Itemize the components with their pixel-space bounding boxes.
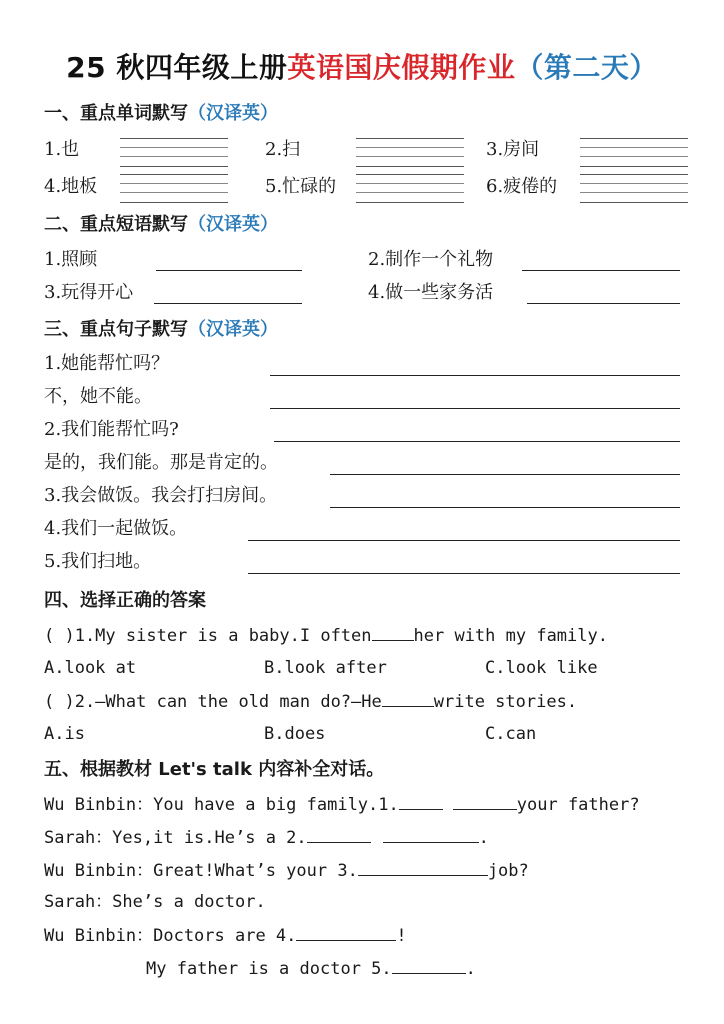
dialogue-line-6: My father is a doctor 5. . [146,955,476,982]
title-subject: 英语国庆假期作业 [287,51,516,84]
writing-lines[interactable] [356,174,464,204]
q2-option-b[interactable]: B.does [264,724,326,744]
answer-line[interactable] [248,540,680,541]
phrase-item-1: 1.照顾 [44,249,98,270]
writing-lines[interactable] [580,174,688,204]
word-item-6: 6.疲倦的 [486,176,558,197]
section4-heading: 四、选择正确的答案 [44,590,206,611]
word-item-3: 3.房间 [486,139,540,160]
answer-blank[interactable] [383,824,479,843]
answer-blank[interactable] [372,622,414,641]
sentence-item-1: 1.她能帮忙吗？ [44,353,170,374]
answer-line[interactable] [330,474,680,475]
answer-line[interactable] [156,270,302,271]
section2-heading: 二、重点短语默写（汉译英） [44,214,278,235]
answer-blank[interactable] [358,857,488,876]
title-grade: 25 秋四年级上册 [66,51,288,84]
sentence-item-5: 5.我们扫地。 [44,551,152,572]
page-title [0,48,724,88]
sentence-item-4: 4.我们一起做饭。 [44,518,188,539]
dialogue-line-2: Sarah：Yes,it is.He’s a 2. . [44,824,489,851]
answer-line[interactable] [270,408,680,409]
dialogue-line-5: Wu Binbin：Doctors are 4. ! [44,922,407,949]
phrase-item-3: 3.玩得开心 [44,282,134,303]
answer-blank[interactable] [307,824,371,843]
dialogue-line-1: Wu Binbin：You have a big family.1. your father? [44,791,640,818]
answer-line[interactable] [527,303,680,304]
answer-blank[interactable] [453,791,517,810]
writing-lines[interactable] [356,138,464,168]
word-item-4: 4.地板 [44,176,98,197]
answer-line[interactable] [522,270,680,271]
dialogue-line-3: Wu Binbin：Great!What’s your 3. job? [44,857,529,884]
sentence-item-2b: 是的，我们能。那是肯定的。 [44,452,278,473]
phrase-item-2: 2.制作一个礼物 [368,249,494,270]
answer-blank[interactable] [296,922,396,941]
q1-option-c[interactable]: C.look like [485,658,598,678]
question-1: ( )1.My sister is a baby.I often her with my family. [44,622,608,649]
writing-lines[interactable] [120,138,228,168]
writing-lines[interactable] [120,174,228,204]
word-item-2: 2.扫 [265,139,301,160]
answer-line[interactable] [154,303,302,304]
word-item-1: 1.也 [44,139,80,160]
q1-option-b[interactable]: B.look after [264,658,387,678]
section5-heading: 五、根据教材 Let's talk 内容补全对话。 [44,759,385,780]
answer-line[interactable] [248,573,680,574]
title-day: （第二天） [515,51,658,84]
q2-option-c[interactable]: C.can [485,724,537,744]
q1-option-a[interactable]: A.look at [44,658,137,678]
section1-heading: 一、重点单词默写（汉译英） [44,103,278,124]
q2-option-a[interactable]: A.is [44,724,85,744]
sentence-item-1b: 不，她不能。 [44,386,152,407]
phrase-item-4: 4.做一些家务活 [368,282,494,303]
sentence-item-3: 3.我会做饭。我会打扫房间。 [44,485,278,506]
dialogue-line-4: Sarah：She’s a doctor. [44,892,266,912]
answer-line[interactable] [330,507,680,508]
word-item-5: 5.忙碌的 [265,176,337,197]
answer-blank[interactable] [392,955,466,974]
answer-blank[interactable] [399,791,443,810]
sentence-item-2: 2.我们能帮忙吗? [44,419,179,440]
answer-line[interactable] [274,441,680,442]
writing-lines[interactable] [580,138,688,168]
section3-heading: 三、重点句子默写（汉译英） [44,319,278,340]
question-2: ( )2.—What can the old man do?—He write stories. [44,688,577,715]
answer-blank[interactable] [382,688,434,707]
answer-line[interactable] [270,375,680,376]
